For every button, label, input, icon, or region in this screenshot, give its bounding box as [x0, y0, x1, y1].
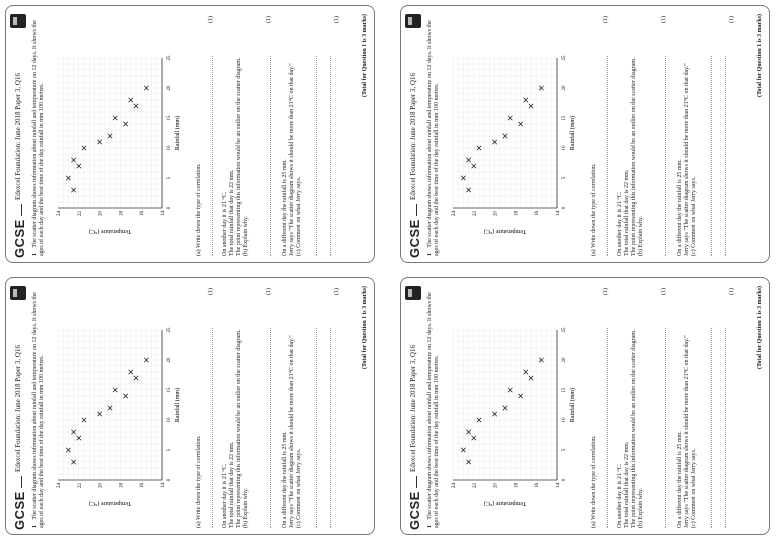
answer-line — [725, 56, 726, 256]
part-b — [617, 288, 645, 528]
answer-line — [212, 328, 213, 528]
answer-line — [270, 328, 271, 528]
worksheet-card — [5, 277, 375, 535]
x-tick-label: 0 — [167, 478, 172, 482]
y-tick-label: 14 — [161, 211, 166, 216]
diff-day-line-1: On a different day the rainfall is 25 mm. — [677, 431, 683, 528]
x-tick-label: 5 — [562, 176, 567, 180]
question-source: Edexcel Foundation: June 2018 Paper 3, Q16 — [409, 73, 417, 200]
part-c — [677, 288, 698, 528]
scatter-diagram — [445, 42, 585, 238]
part-a — [196, 16, 203, 256]
part-a-question: (a) Write down the type of correlation. — [196, 435, 202, 528]
y-tick-label: 22 — [77, 211, 83, 216]
y-tick-label: 18 — [514, 211, 520, 216]
outlier-line-2: (b) Explain why. — [638, 487, 644, 528]
part-b — [617, 16, 645, 256]
outlier-line-2: (b) Explain why. — [243, 215, 249, 256]
gcse-title: GCSE — [12, 219, 27, 258]
part-a-question: (a) Write down the type of correlation. — [196, 163, 202, 256]
y-tick-label: 20 — [98, 483, 104, 488]
worksheet-card — [400, 5, 770, 263]
scatter-diagram — [50, 314, 190, 510]
question-intro — [32, 16, 46, 256]
x-tick-label: 10 — [562, 145, 567, 151]
answer-line — [330, 56, 331, 256]
question-total: (Total for Question 1 is 3 marks) — [757, 286, 763, 370]
question-intro — [427, 288, 441, 528]
page-header — [405, 10, 425, 260]
question-source: Edexcel Foundation: June 2018 Paper 3, Q16 — [409, 345, 417, 472]
outlier-line-1: The point representing this information would be an outlier on the scatter diagram. — [631, 57, 637, 256]
rotated-page — [405, 10, 767, 260]
y-tick-label: 18 — [514, 483, 520, 488]
question-total: (Total for Question 1 is 3 marks) — [757, 14, 763, 98]
mark-a: (1) — [208, 288, 214, 295]
other-day-line-2: The total rainfall that day is 22 mm. — [624, 441, 630, 528]
question-number: 1 — [32, 253, 38, 256]
mark-a: (1) — [603, 16, 609, 23]
y-axis-label: Temperature (°C) — [88, 228, 132, 234]
outlier-line-1: The point representing this information would be an outlier on the scatter diagram. — [236, 57, 242, 256]
mark-b: (1) — [266, 16, 272, 23]
diff-day-line-3: (c) Comment on what Jerry says. — [691, 448, 697, 528]
other-day-line-1: On another day it is 21 °C. — [617, 191, 623, 256]
x-tick-label: 20 — [167, 357, 172, 363]
mark-b: (1) — [661, 288, 667, 295]
y-axis-label: Temperature (°C) — [483, 228, 527, 234]
part-b — [222, 288, 250, 528]
x-tick-label: 5 — [167, 448, 172, 452]
x-tick-label: 25 — [167, 327, 172, 333]
y-tick-label: 18 — [119, 483, 125, 488]
x-tick-label: 10 — [167, 417, 172, 423]
mark-b: (1) — [266, 288, 272, 295]
y-tick-label: 14 — [556, 211, 561, 216]
logo-icon — [10, 286, 26, 300]
answer-line — [330, 328, 331, 528]
part-b — [222, 16, 250, 256]
header-rule — [416, 204, 417, 216]
question-source: Edexcel Foundation: June 2018 Paper 3, Q16 — [14, 73, 22, 200]
y-tick-label: 20 — [493, 483, 499, 488]
y-tick-label: 24 — [57, 483, 62, 488]
x-tick-label: 5 — [167, 176, 172, 180]
logo-icon — [10, 14, 26, 28]
y-tick-label: 14 — [556, 483, 561, 488]
page-header — [10, 282, 30, 532]
mark-a: (1) — [603, 288, 609, 295]
mark-c: (1) — [729, 288, 735, 295]
part-a-question: (a) Write down the type of correlation. — [591, 435, 597, 528]
question-number: 1 — [427, 253, 433, 256]
worksheet-card — [5, 5, 375, 263]
question-text: The scatter diagram shows information about rainfall and temperature on 12 days. It shows the ages of each day and the best time of the day rainfall in mm 100 metres. — [427, 20, 440, 256]
x-tick-label: 20 — [167, 85, 172, 91]
y-tick-label: 24 — [452, 211, 457, 216]
logo-icon — [405, 14, 421, 28]
outlier-line-2: (b) Explain why. — [638, 215, 644, 256]
diff-day-line-1: On a different day the rainfall is 25 mm. — [677, 159, 683, 256]
x-tick-label: 15 — [167, 387, 172, 393]
part-a — [196, 288, 203, 528]
diff-day-line-3: (c) Comment on what Jerry says. — [691, 176, 697, 256]
answer-line — [725, 328, 726, 528]
x-tick-label: 25 — [562, 55, 567, 61]
answer-line — [316, 328, 317, 528]
header-rule — [416, 476, 417, 488]
outlier-line-2: (b) Explain why. — [243, 487, 249, 528]
other-day-line-2: The total rainfall that day is 22 mm. — [624, 169, 630, 256]
question-intro — [427, 16, 441, 256]
diff-day-line-3: (c) Comment on what Jerry says. — [296, 176, 302, 256]
header-rule — [21, 204, 22, 216]
mark-c: (1) — [729, 16, 735, 23]
y-tick-label: 20 — [493, 211, 499, 216]
y-tick-label: 16 — [140, 483, 146, 488]
gcse-title: GCSE — [407, 219, 422, 258]
x-tick-label: 25 — [167, 55, 172, 61]
diff-day-line-3: (c) Comment on what Jerry says. — [296, 448, 302, 528]
question-number: 1 — [32, 525, 38, 528]
diff-day-line-2: Jerry says "The scatter diagram shows it should be more than 21°C on that day." — [289, 335, 295, 528]
y-tick-label: 14 — [161, 483, 166, 488]
gcse-title: GCSE — [12, 491, 27, 530]
y-tick-label: 18 — [119, 211, 125, 216]
rotated-page — [10, 10, 372, 260]
rotated-page — [405, 282, 767, 532]
y-tick-label: 24 — [452, 483, 457, 488]
answer-line — [607, 328, 608, 528]
mark-a: (1) — [208, 16, 214, 23]
mark-c: (1) — [334, 16, 340, 23]
answer-line — [212, 56, 213, 256]
scatter-diagram — [445, 314, 585, 510]
other-day-line-1: On another day it is 21 °C. — [222, 191, 228, 256]
x-tick-label: 20 — [562, 85, 567, 91]
other-day-line-1: On another day it is 21 °C. — [617, 463, 623, 528]
y-tick-label: 22 — [472, 483, 478, 488]
outlier-line-1: The point representing this information would be an outlier on the scatter diagram. — [236, 329, 242, 528]
part-c — [282, 288, 303, 528]
question-intro — [32, 288, 46, 528]
x-axis-label: Rainfall (mm) — [570, 387, 576, 423]
answer-line — [607, 56, 608, 256]
diff-day-line-2: Jerry says "The scatter diagram shows it should be more than 21°C on that day." — [289, 63, 295, 256]
worksheet-card — [400, 277, 770, 535]
x-axis-label: Rainfall (mm) — [570, 115, 576, 151]
y-tick-label: 22 — [77, 483, 83, 488]
question-number: 1 — [427, 525, 433, 528]
diff-day-line-1: On a different day the rainfall is 25 mm. — [282, 159, 288, 256]
part-c — [282, 16, 303, 256]
mark-b: (1) — [661, 16, 667, 23]
part-a — [591, 16, 598, 256]
answer-line — [665, 328, 666, 528]
question-text: The scatter diagram shows information about rainfall and temperature on 12 days. It shows the ages of each day and the best time of the day rainfall in mm 100 metres. — [32, 20, 45, 256]
y-tick-label: 22 — [472, 211, 478, 216]
page-header — [10, 10, 30, 260]
x-tick-label: 10 — [167, 145, 172, 151]
question-source: Edexcel Foundation: June 2018 Paper 3, Q16 — [14, 345, 22, 472]
y-axis-label: Temperature (°C) — [88, 500, 132, 506]
x-tick-label: 15 — [562, 115, 567, 121]
diff-day-line-1: On a different day the rainfall is 25 mm. — [282, 431, 288, 528]
scatter-diagram — [50, 42, 190, 238]
page-header — [405, 282, 425, 532]
y-tick-label: 24 — [57, 211, 62, 216]
x-tick-label: 20 — [562, 357, 567, 363]
question-total: (Total for Question 1 is 3 marks) — [362, 14, 368, 98]
y-tick-label: 16 — [535, 211, 541, 216]
part-a — [591, 288, 598, 528]
answer-line — [711, 56, 712, 256]
part-a-question: (a) Write down the type of correlation. — [591, 163, 597, 256]
x-tick-label: 10 — [562, 417, 567, 423]
answer-line — [316, 56, 317, 256]
x-axis-label: Rainfall (mm) — [175, 387, 181, 423]
x-tick-label: 25 — [562, 327, 567, 333]
x-tick-label: 5 — [562, 448, 567, 452]
mark-c: (1) — [334, 288, 340, 295]
y-axis-label: Temperature (°C) — [483, 500, 527, 506]
answer-line — [665, 56, 666, 256]
y-tick-label: 20 — [98, 211, 104, 216]
other-day-line-2: The total rainfall that day is 22 mm. — [229, 441, 235, 528]
diff-day-line-2: Jerry says "The scatter diagram shows it should be more than 21°C on that day." — [684, 63, 690, 256]
x-tick-label: 0 — [562, 206, 567, 210]
answer-line — [711, 328, 712, 528]
gcse-title: GCSE — [407, 491, 422, 530]
answer-line — [270, 56, 271, 256]
header-rule — [21, 476, 22, 488]
x-tick-label: 15 — [167, 115, 172, 121]
x-tick-label: 0 — [167, 206, 172, 210]
y-tick-label: 16 — [140, 211, 146, 216]
x-tick-label: 15 — [562, 387, 567, 393]
other-day-line-2: The total rainfall that day is 22 mm. — [229, 169, 235, 256]
y-tick-label: 16 — [535, 483, 541, 488]
logo-icon — [405, 286, 421, 300]
question-text: The scatter diagram shows information about rainfall and temperature on 12 days. It shows the ages of each day and the best time of the day rainfall in mm 100 metres. — [427, 292, 440, 528]
question-total: (Total for Question 1 is 3 marks) — [362, 286, 368, 370]
outlier-line-1: The point representing this information would be an outlier on the scatter diagram. — [631, 329, 637, 528]
part-c — [677, 16, 698, 256]
rotated-page — [10, 282, 372, 532]
x-tick-label: 0 — [562, 478, 567, 482]
x-axis-label: Rainfall (mm) — [175, 115, 181, 151]
question-text: The scatter diagram shows information about rainfall and temperature on 12 days. It shows the ages of each day and the best time of the day rainfall in mm 100 metres. — [32, 292, 45, 528]
other-day-line-1: On another day it is 21 °C. — [222, 463, 228, 528]
diff-day-line-2: Jerry says "The scatter diagram shows it should be more than 21°C on that day." — [684, 335, 690, 528]
